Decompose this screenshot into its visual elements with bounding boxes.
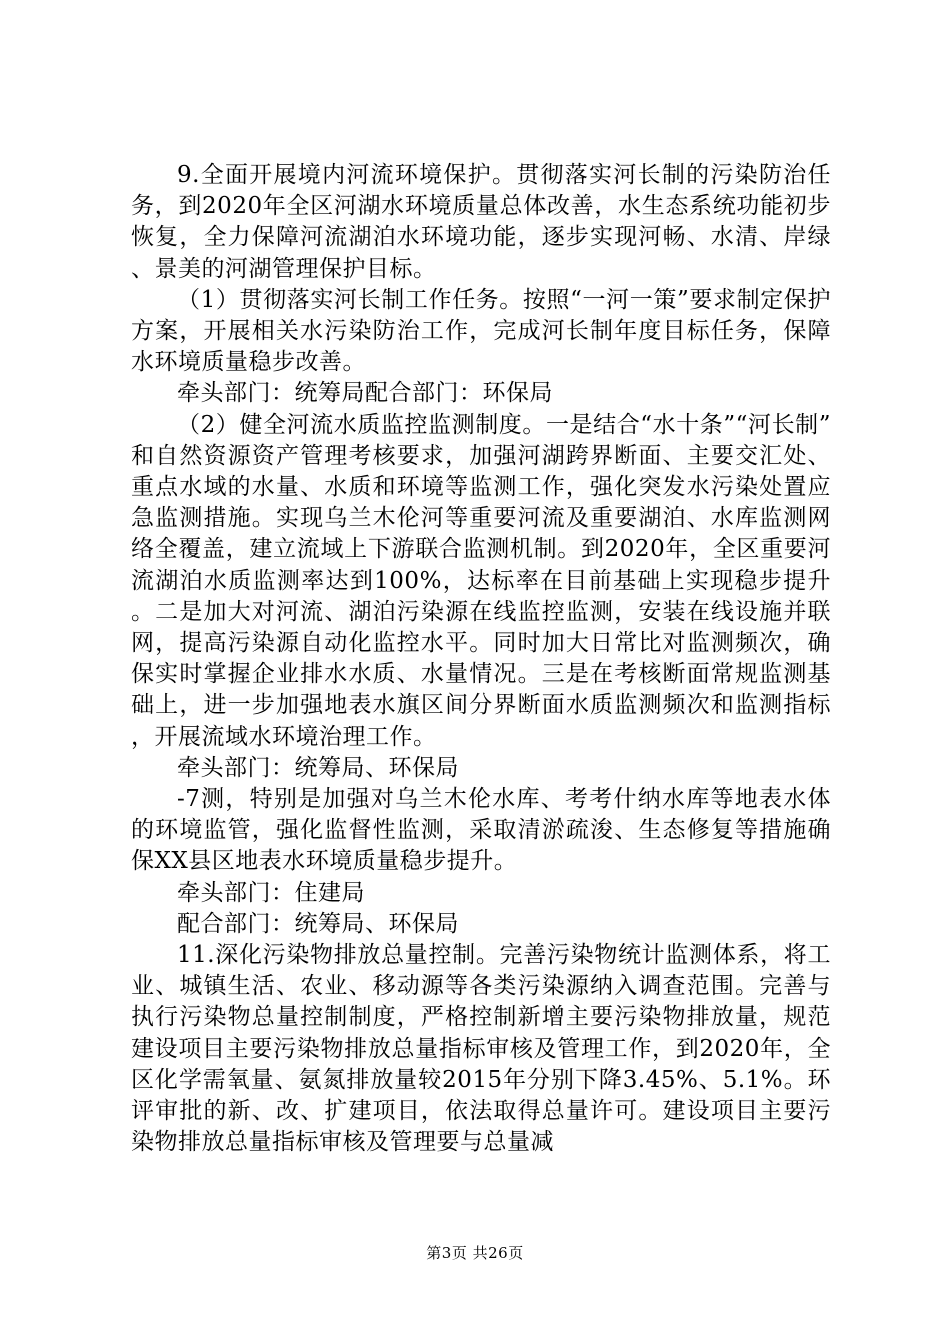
paragraph-section-11: 11.深化污染物排放总量控制。完善污染物统计监测体系，将工业、城镇生活、农业、移动源等各类污染源纳入调查范围。完善与执行污染物总量控制制度，严格控制新增主要污染物排放量，规范建设项目主要污染物排放总量指标审核及管理工作，到2020年，全区化学需氧量、氨氮排放量较2015年分别下降3.45%、5.1%。环评审批的新、改、扩建项目，依法取得总量许可。建设项目主要污染物排放总量指标审核及管理要与总量减 [131,942,831,1156]
paragraph-item-2: （2）健全河流水质监控监测制度。一是结合“水十条”“河长制”和自然资源资产管理考核要求，加强河湖跨界断面、主要交汇处、重点水域的水量、水质和环境等监测工作，强化突发水污染处置应急监测措施。实现乌兰木伦河等重要河流及重要湖泊、水库监测网络全覆盖，建立流域上下游联合监测机制。到2020年，全区重要河流湖泊水质监测率达到100%，达标率在目前基础上实现稳步提升。二是加大对河流、湖泊污染源在线监控监测，安装在线设施并联网，提高污染源自动化监控水平。同时加大日常比对监测频次，确保实时掌握企业排水水质、水量情况。三是在考核断面常规监测基础上，进一步加强地表水旗区间分界断面水质监测频次和监测指标，开展流域水环境治理工作。 [131,411,831,750]
paragraph-lead-dept-1: 牵头部门：统筹局配合部门：环保局 [177,380,553,407]
paragraph-section-9: 9.全面开展境内河流环境保护。贯彻落实河长制的污染防治任务，到2020年全区河湖水环境质量总体改善，水生态系统功能初步恢复，全力保障河流湖泊水环境功能，逐步实现河畅、水清、岸绿、景美的河湖管理保护目标。 [131,162,831,282]
page-footer: 第3页 共26页 [426,1244,524,1262]
paragraph-monitoring: -7测，特别是加强对乌兰木伦水库、考考什纳水库等地表水体的环境监管，强化监督性监测，采取清淤疏浚、生态修复等措施确保XX县区地表水环境质量稳步提升。 [131,786,831,875]
paragraph-support-dept-3: 配合部门：统筹局、环保局 [177,910,459,937]
paragraph-lead-dept-3: 牵头部门：住建局 [177,879,365,906]
body-text [131,160,831,1159]
paragraph-lead-dept-2: 牵头部门：统筹局、环保局 [177,754,459,781]
paragraph-item-1: （1）贯彻落实河长制工作任务。按照“一河一策”要求制定保护方案，开展相关水污染防治工作，完成河长制年度目标任务，保障水环境质量稳步改善。 [131,286,831,376]
